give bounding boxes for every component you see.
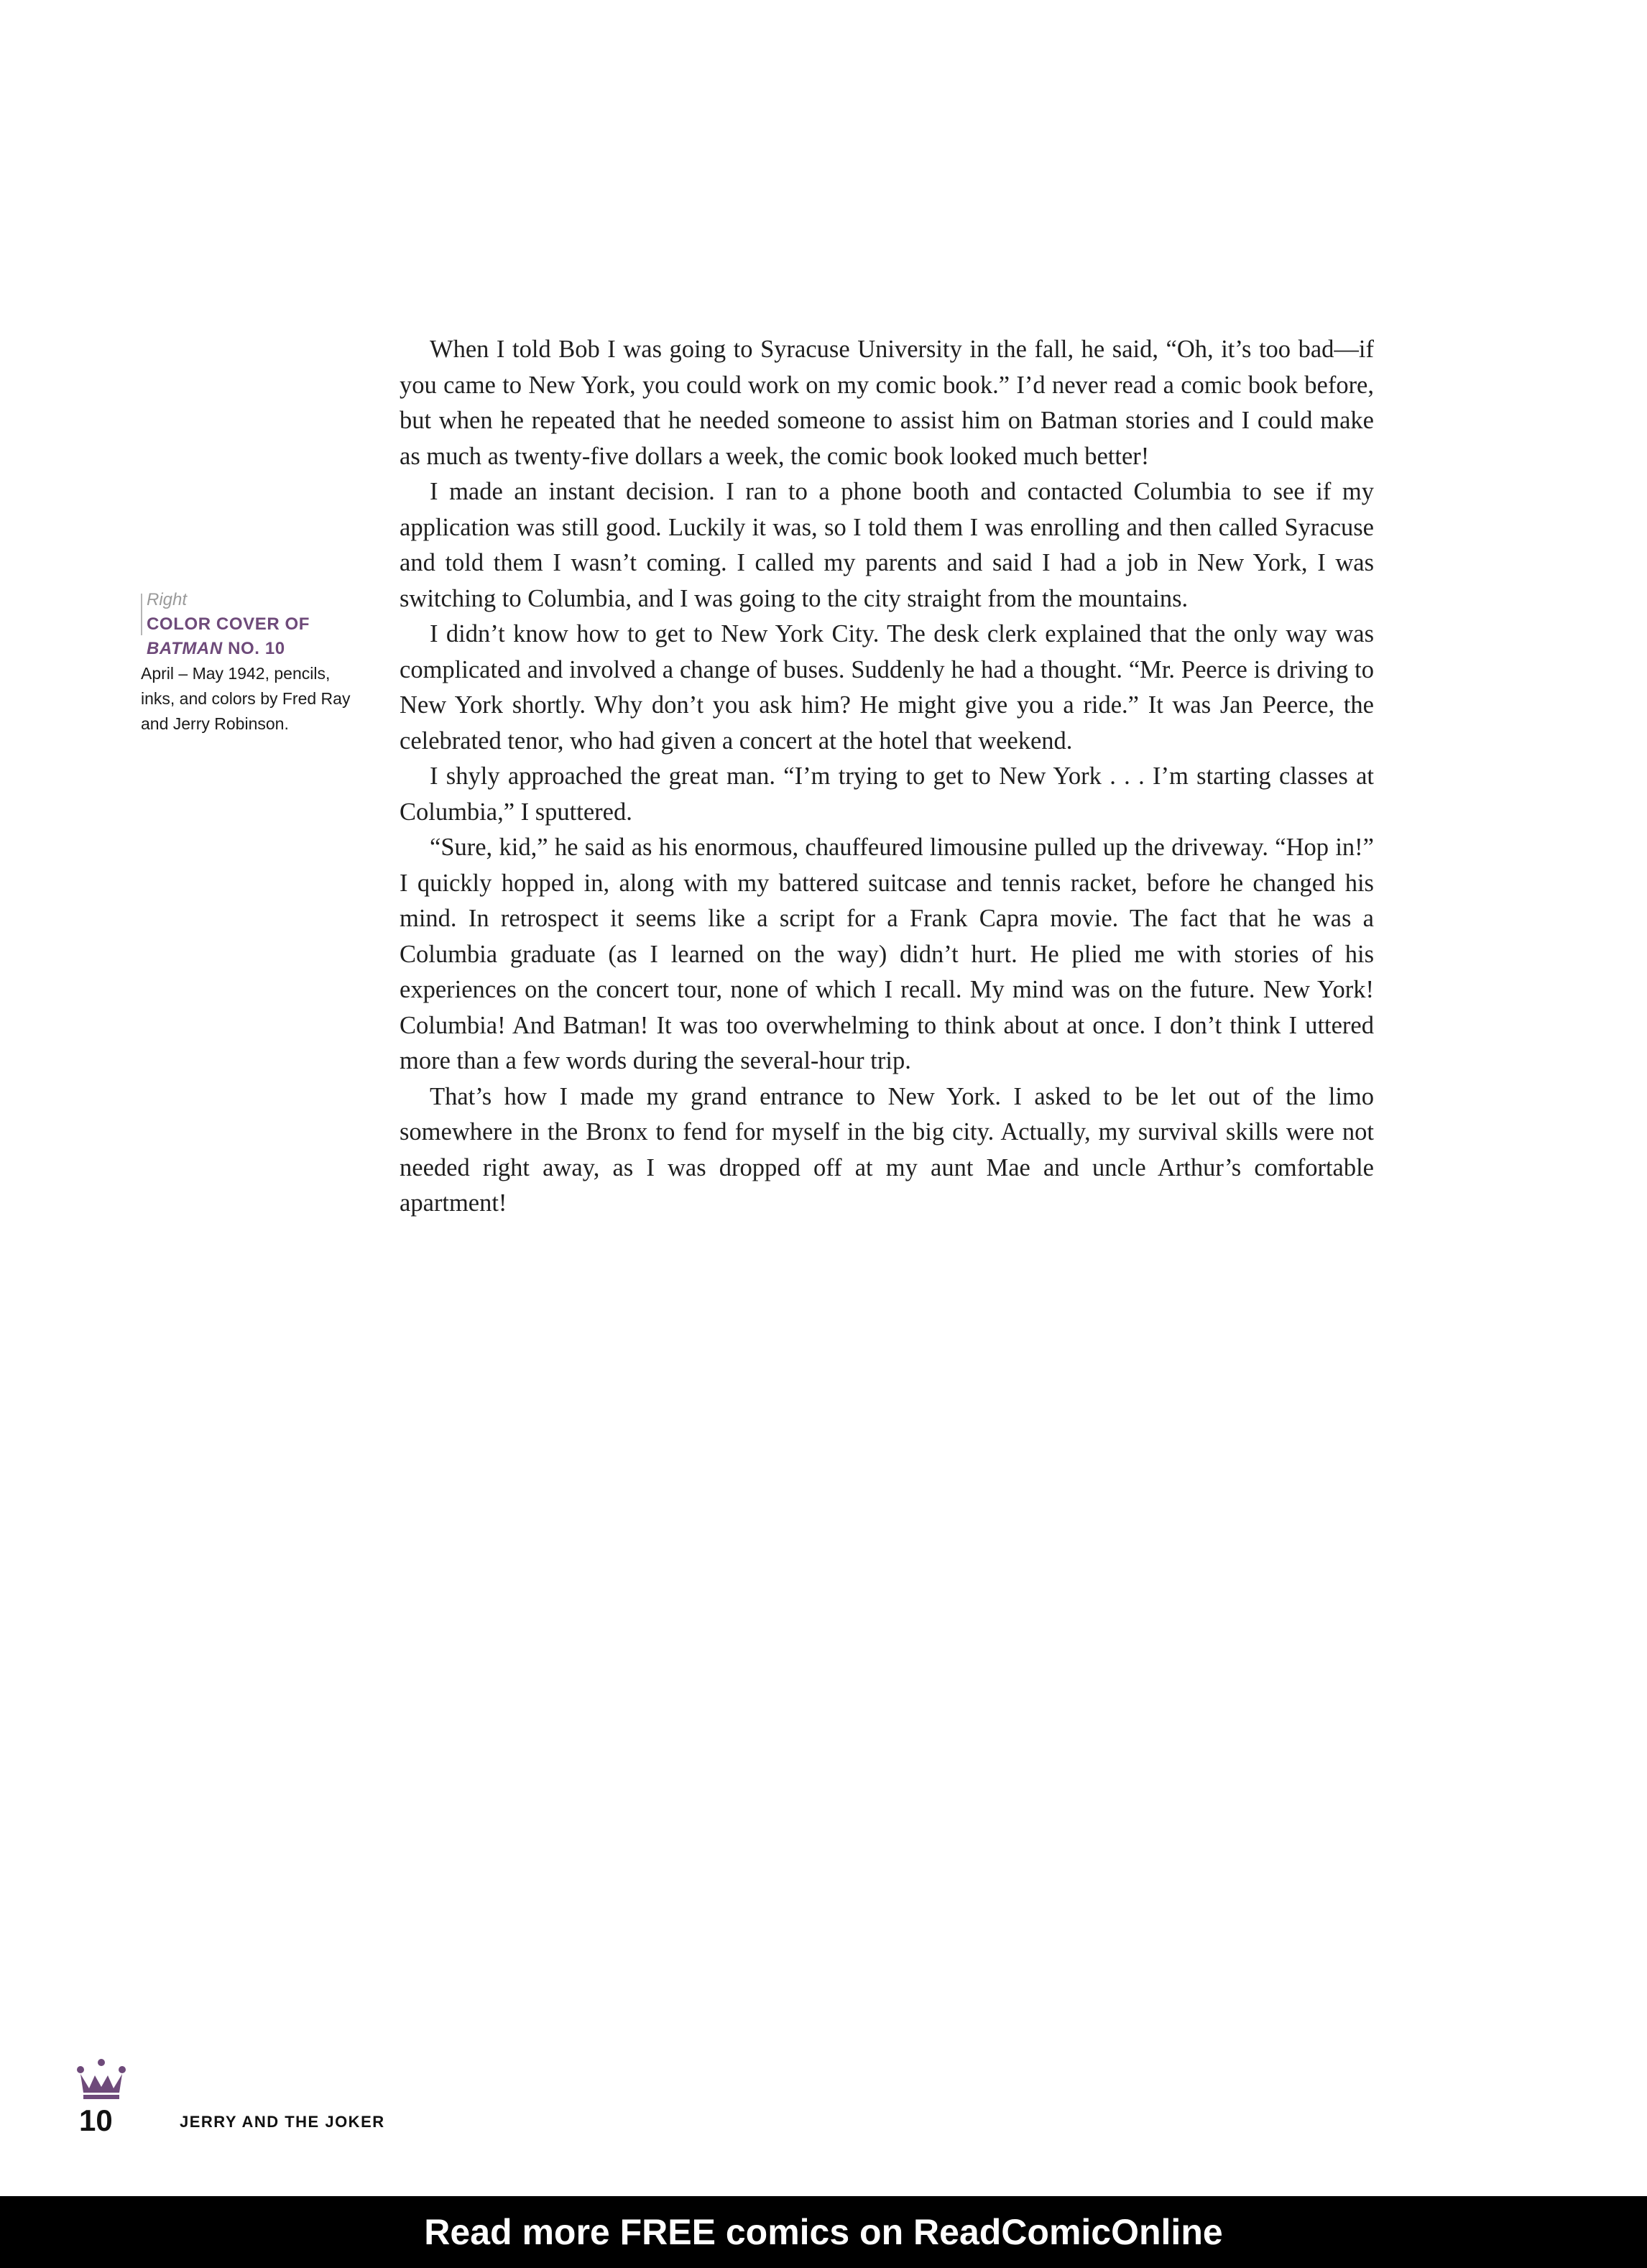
caption-title-suffix: NO. 10 [222, 639, 285, 658]
caption-title [141, 612, 356, 661]
caption-title-italic: BATMAN [147, 639, 223, 658]
caption-description: April – May 1942, pencils, inks, and colors by Fred Ray and Jerry Robinson. [141, 664, 351, 733]
paragraph: I didn’t know how to get to New York City. The desk clerk explained that the only way was complicated and involved a change of buses. Suddenly he had a thought. “Mr. Peerce is driving to New York shortly. Why don’t you ask him? He might give you a ride.” It was Jan Peerce, the celebrated tenor, who had given a concert at the hotel that weekend. [400, 620, 1374, 755]
paragraph: I shyly approached the great man. “I’m trying to get to New York . . . I’m starting classes at Columbia,” I sputtered. [400, 762, 1374, 826]
running-head: JERRY AND THE JOKER [180, 2113, 385, 2131]
caption-position: Right [147, 590, 188, 609]
paragraph: When I told Bob I was going to Syracuse University in the fall, he said, “Oh, it’s too bad—if you came to New York, you could work on my comic book.” I’d never read a comic book before, but when he repeated that he needed someone to assist him on Batman stories and I could make as much as twenty-five dollars a week, the comic book looked much better! [400, 336, 1374, 470]
image-caption [141, 588, 356, 737]
page-number: 10 [79, 2103, 113, 2137]
crown-icon [75, 2058, 128, 2101]
promo-banner[interactable] [0, 2196, 1647, 2268]
paragraph: I made an instant decision. I ran to a phone booth and contacted Columbia to see if my application was still good. Luckily it was, so I told them I was enrolling and then called Syracuse and told them I wasn’t coming. I called my parents and said I had a job in New York, I was switching to Columbia, and I was going to the city straight from the mountains. [400, 478, 1374, 612]
paragraph: “Sure, kid,” he said as his enormous, chauffeured limousine pulled up the driveway. “Hop in!” I quickly hopped in, along with my battered suitcase and tennis racket, before he changed his mind. In retrospect it seems like a script for a Frank Capra movie. The fact that he was a Columbia graduate (as I learned on the way) didn’t hurt. He plied me with stories of his experiences on the concert tour, none of which I recall. My mind was on the future. New York! Columbia! And Batman! It was too overwhelming to think about at once. I don’t think I uttered more than a few words during the several-hour trip. [400, 834, 1374, 1074]
caption-rule [141, 594, 142, 635]
paragraph: That’s how I made my grand entrance to New York. I asked to be let out of the limo somewhere in the Bronx to fend for myself in the big city. Actually, my survival skills were not needed right away, as I was dropped off at my aunt Mae and uncle Arthur’s comfortable apartment! [400, 1082, 1374, 1217]
body-text [400, 332, 1374, 1222]
caption-title-prefix: COLOR COVER OF [147, 614, 310, 634]
promo-link[interactable]: Read more FREE comics on ReadComicOnline [424, 2212, 1223, 2252]
